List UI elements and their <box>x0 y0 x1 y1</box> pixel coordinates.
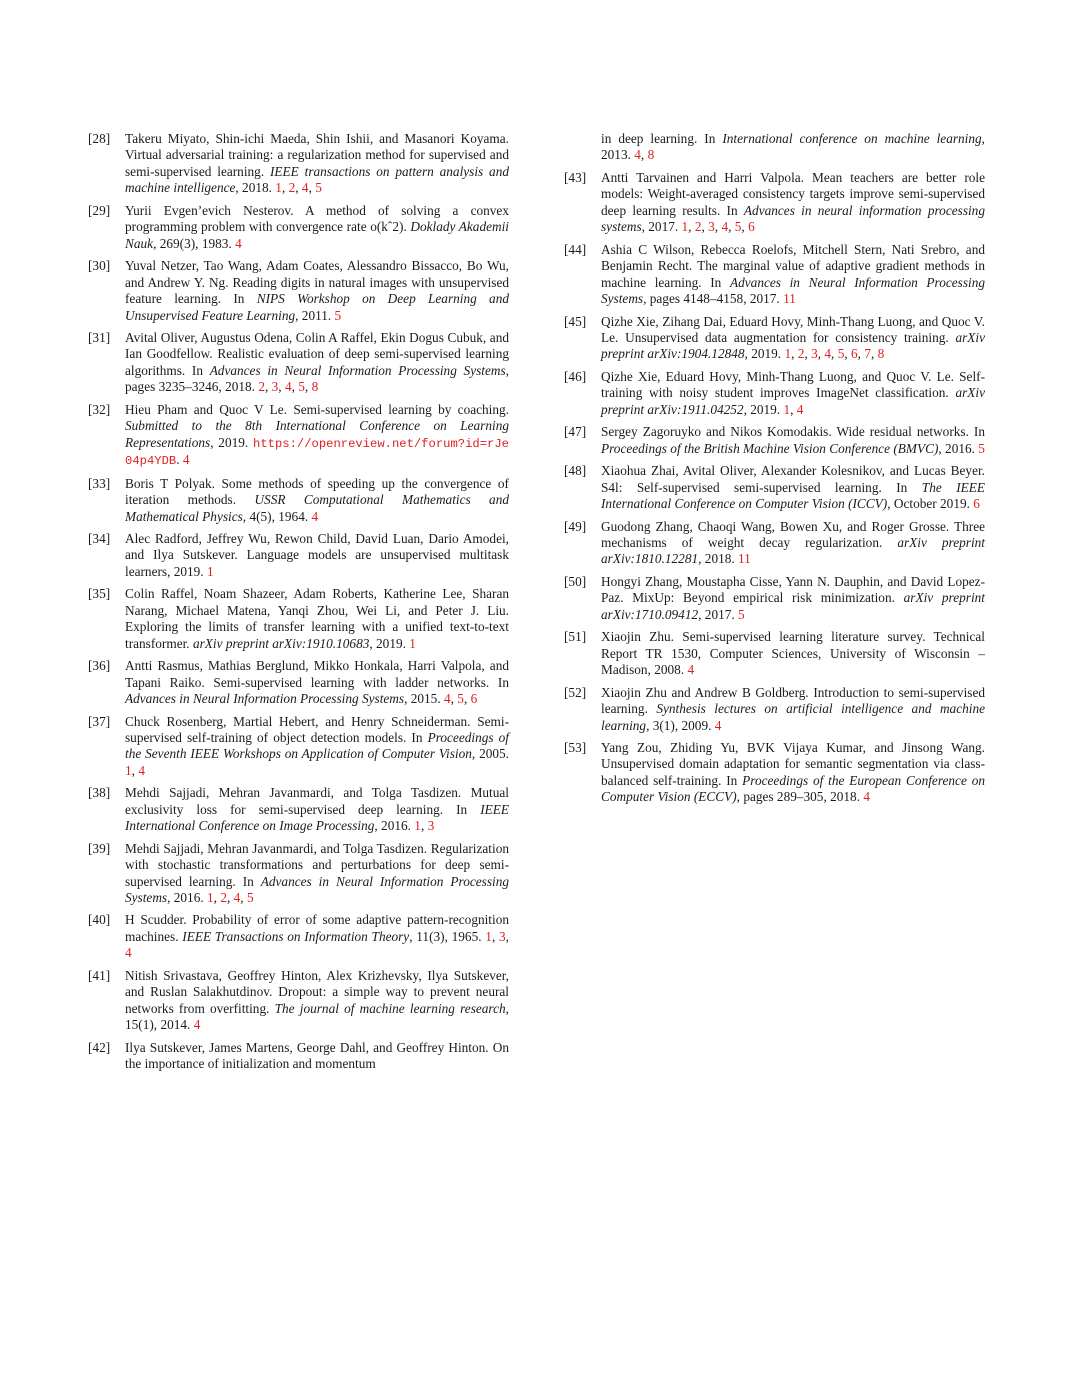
reference-item <box>564 369 985 418</box>
reference-text-segment: , pages 3235–3246, 2018. <box>125 362 509 395</box>
reference-text-segment: Hieu Pham and Quoc V Le. Semi-supervised learning by coaching. <box>125 401 509 417</box>
page-ref-link[interactable]: 11 <box>738 551 751 567</box>
page-ref-link[interactable]: 4 <box>235 235 242 251</box>
reference-text <box>601 574 985 622</box>
reference-text-segment: Guodong Zhang, Chaoqi Wang, Bowen Xu, and Roger Grosse. Three mechanisms of weight decay regularization. <box>601 518 985 550</box>
page-ref-link[interactable]: 3 <box>708 219 715 235</box>
reference-venue: IEEE Transactions on Information Theory <box>182 928 410 944</box>
reference-venue: arXiv preprint arXiv:1911.04252 <box>601 385 985 417</box>
page-ref-link[interactable]: 8 <box>647 147 655 163</box>
page-ref-link[interactable]: 4 <box>796 401 804 417</box>
reference-text-segment: , 4(5), 1964. <box>242 508 312 524</box>
reference-number: [29] <box>88 202 111 218</box>
page-ref-separator: , <box>831 346 838 362</box>
reference-number: [44] <box>564 241 587 257</box>
reference-text-segment: Takeru Miyato, Shin-ichi Maeda, Shin Ishii, and Masanori Koyama. Virtual adversarial training: a regularization method for supervised and semi-supervised learning. <box>125 131 509 179</box>
page-ref-link[interactable]: 1 <box>784 346 792 362</box>
reference-item <box>88 476 509 525</box>
page-ref-separator: , <box>741 219 749 235</box>
reference-item <box>564 424 985 457</box>
page-ref-link[interactable]: 1 <box>409 635 416 651</box>
reference-item <box>88 586 509 652</box>
page-ref-link[interactable]: 1 <box>207 890 214 906</box>
reference-text-segment: Alec Radford, Jeffrey Wu, Rewon Child, David Luan, Dario Amodei, and Ilya Sutskever. Language models are unsupervised multitask learners, 2019. <box>125 530 509 579</box>
page-ref-separator: , <box>450 691 458 707</box>
reference-text <box>601 685 985 733</box>
page-ref-separator: , <box>844 346 851 362</box>
page-ref-link[interactable]: 4 <box>634 147 641 163</box>
reference-text-segment: Antti Rasmus, Mathias Berglund, Mikko Honkala, Harri Valpola, and Tapani Raiko. Semi-supervised learning with ladder networks. In <box>125 658 509 690</box>
reference-text <box>125 912 509 960</box>
reference-text-segment: , 2011. <box>295 307 335 323</box>
reference-text-segment: , 11(3), 1965. <box>409 928 486 944</box>
page-ref-separator: , <box>791 346 798 362</box>
page-ref-separator: , <box>714 219 722 235</box>
page-ref-link[interactable]: 4 <box>721 219 729 235</box>
reference-text-segment: Antti Tarvainen and Harri Valpola. Mean teachers are better role models: Weight-averaged consistency targets improve semi-supervised deep learning results. In <box>601 169 985 218</box>
reference-item <box>564 314 985 363</box>
reference-text-segment: Qizhe Xie, Zihang Dai, Eduard Hovy, Minh-Thang Luong, and Quoc V. Le. Unsupervised data augmentation for consistency training. <box>601 313 985 345</box>
reference-venue: Advances in Neural Information Processing Systems <box>601 274 985 307</box>
reference-text <box>601 170 985 234</box>
page-ref-link[interactable]: 3 <box>811 346 818 362</box>
reference-text <box>125 402 509 467</box>
page-ref-link[interactable]: 8 <box>311 379 319 395</box>
page-ref-link[interactable]: 4 <box>714 717 722 733</box>
page-ref-link[interactable]: 2 <box>288 180 296 196</box>
reference-text <box>601 369 985 417</box>
references-column-right <box>564 131 985 1079</box>
reference-item <box>88 841 509 907</box>
reference-text-segment: . <box>176 452 183 468</box>
reference-venue: USSR Computational Mathematics and Mathematical Physics <box>125 492 509 524</box>
reference-text <box>601 740 985 804</box>
page-ref-separator: , <box>463 691 471 707</box>
reference-venue: arXiv preprint arXiv:1810.12281 <box>601 534 985 567</box>
reference-number: [30] <box>88 258 111 274</box>
page-ref-link[interactable]: 5 <box>734 219 742 235</box>
reference-number: [36] <box>88 658 111 674</box>
reference-text <box>125 330 509 394</box>
reference-number: [46] <box>564 368 587 384</box>
page-ref-link[interactable]: 4 <box>125 945 132 961</box>
reference-text-segment: Mehdi Sajjadi, Mehran Javanmardi, and Tolga Tasdizen. Regularization with stochastic transformations and perturbations for deep semi-supervised learning. In <box>125 840 509 889</box>
reference-number: [33] <box>88 475 111 491</box>
page-ref-link[interactable]: 4 <box>311 508 319 524</box>
reference-text-segment: , 3(1), 2009. <box>646 717 715 733</box>
reference-text <box>125 586 509 650</box>
page-ref-separator: , <box>304 379 312 395</box>
page-ref-link[interactable]: 4 <box>443 691 451 707</box>
reference-text-segment: , 2017. <box>641 219 682 235</box>
page-ref-separator: , <box>790 401 797 417</box>
page-ref-link[interactable]: 3 <box>427 818 435 834</box>
page-ref-separator: , <box>688 219 695 235</box>
page-ref-link[interactable]: 7 <box>864 346 871 362</box>
reference-venue: Advances in Neural Information Processing Systems <box>125 873 509 906</box>
reference-venue: Advances in Neural Information Processing Systems <box>125 691 405 707</box>
reference-venue: arXiv preprint arXiv:1710.09412 <box>601 590 985 622</box>
reference-text <box>601 314 985 362</box>
reference-text-segment: , 2019. <box>369 635 410 651</box>
page-ref-link[interactable]: 5 <box>738 606 745 622</box>
reference-number: [49] <box>564 518 587 534</box>
reference-text <box>125 658 509 706</box>
page-ref-link[interactable]: 4 <box>284 379 292 395</box>
page-ref-link[interactable]: 2 <box>220 890 227 906</box>
page-ref-link[interactable]: 6 <box>470 691 478 707</box>
reference-venue: Proceedings of the British Machine Vision Conference (BMVC) <box>601 440 939 456</box>
reference-venue: Doklady Akademii Nauk <box>125 219 509 251</box>
page-ref-separator: , <box>701 219 709 235</box>
page-ref-link[interactable]: 4 <box>301 180 309 196</box>
reference-item <box>88 258 509 324</box>
reference-number: [43] <box>564 169 587 185</box>
page-ref-separator: , <box>240 890 247 906</box>
reference-text-segment: Boris T Polyak. Some methods of speeding up the convergence of iteration methods. <box>125 475 509 508</box>
page-ref-link[interactable]: 1 <box>125 762 132 778</box>
reference-venue: Proceedings of the European Conference on Computer Vision (ECCV) <box>601 772 985 805</box>
page-ref-separator: , <box>420 818 428 834</box>
page-ref-separator: , <box>505 928 509 944</box>
reference-text-segment: , 2015. <box>404 691 444 707</box>
reference-item <box>88 131 509 197</box>
reference-number: [28] <box>88 131 111 146</box>
page-ref-link[interactable]: 4 <box>824 346 832 362</box>
reference-text-segment: , 15(1), 2014. <box>125 1000 509 1033</box>
reference-text <box>601 519 985 567</box>
page-ref-link[interactable]: 2 <box>258 379 265 395</box>
reference-text-segment: Sergey Zagoruyko and Nikos Komodakis. Wide residual networks. In <box>601 424 985 440</box>
reference-number: [40] <box>88 912 111 928</box>
reference-text-segment: , pages 4148–4158, 2017. <box>643 291 784 307</box>
page-ref-separator: , <box>281 180 289 196</box>
reference-item <box>88 330 509 396</box>
reference-text-segment: Yang Zou, Zhiding Yu, BVK Vijaya Kumar, and Jinsong Wang. Unsupervised domain adaptation for semantic segmentation via class-balanced self-training. In <box>601 739 985 788</box>
reference-item <box>564 170 985 236</box>
reference-venue: Advances in Neural Information Processing Systems <box>209 362 506 378</box>
reference-text <box>125 476 509 524</box>
reference-text-segment: , 269(3), 1983. <box>153 235 236 251</box>
reference-text-segment: , 2005. <box>471 746 509 762</box>
reference-item <box>88 1040 509 1073</box>
reference-number: [51] <box>564 629 587 645</box>
reference-venue: Submitted to the 8th International Conference on Learning Representations <box>125 418 509 450</box>
reference-venue: IEEE transactions on pattern analysis and machine intelligence <box>125 163 510 196</box>
reference-text-segment: Avital Oliver, Augustus Odena, Colin A Raffel, Ekin Dogus Cubuk, and Ian Goodfellow. Realistic evaluation of deep semi-supervised learning algorithms. In <box>125 329 509 378</box>
references-section <box>88 131 985 1079</box>
page-ref-separator: , <box>804 346 812 362</box>
page-ref-link[interactable]: 11 <box>783 291 796 307</box>
reference-venue: Synthesis lectures on artificial intelligence and machine learning <box>601 701 985 733</box>
page-ref-link[interactable]: 6 <box>973 496 980 512</box>
reference-venue: arXiv preprint arXiv:1904.12848 <box>601 329 985 362</box>
reference-text <box>601 629 985 677</box>
reference-item <box>88 203 509 252</box>
page-ref-link[interactable]: 1 <box>783 401 791 417</box>
reference-venue: Advances in neural information processing systems <box>601 202 985 235</box>
reference-text-segment: Xiaohua Zhai, Avital Oliver, Alexander Kolesnikov, and Lucas Beyer. S4l: Self-supervised semi-supervised learning. In <box>601 463 985 495</box>
reference-text-segment: Yurii Evgen’evich Nesterov. A method of solving a convex programming problem with convergence rate o(kˆ2). <box>125 202 509 235</box>
page-ref-link[interactable]: 1 <box>485 928 492 944</box>
reference-item <box>564 629 985 678</box>
reference-text <box>125 531 509 579</box>
reference-text-segment: , 2018. <box>698 551 739 567</box>
page-ref-link[interactable]: 4 <box>138 762 145 778</box>
reference-text-segment: in deep learning. In <box>601 131 723 146</box>
reference-text-segment: Colin Raffel, Noam Shazeer, Adam Roberts, Katherine Lee, Sharan Narang, Michael Matena, Yanqi Zhou, Wei Li, and Peter J. Liu. Exploring the limits of transfer learning with a unified text-to-text transformer. <box>125 586 509 651</box>
reference-item <box>564 740 985 806</box>
page-ref-link[interactable]: 4 <box>193 1017 201 1033</box>
page-ref-separator: , <box>295 180 302 196</box>
reference-text-segment: , 2018. <box>235 180 276 196</box>
page-ref-separator: , <box>817 346 825 362</box>
reference-number: [53] <box>564 739 587 755</box>
page-ref-link[interactable]: 1 <box>414 818 421 834</box>
references-column-left <box>88 131 509 1079</box>
reference-number: [35] <box>88 586 111 602</box>
page-ref-link[interactable]: 4 <box>687 662 695 678</box>
reference-item <box>88 714 509 780</box>
page-ref-link[interactable]: 3 <box>271 379 279 395</box>
reference-text-segment: Yuval Netzer, Tao Wang, Adam Coates, Alessandro Bissacco, Bo Wu, and Andrew Y. Ng. Reading digits in natural images with unsupervised feature learning. In <box>125 258 509 307</box>
page-ref-link[interactable]: 8 <box>877 346 885 362</box>
reference-number: [32] <box>88 401 111 417</box>
reference-text-segment: , 2019. <box>210 434 254 450</box>
reference-text-segment: Chuck Rosenberg, Martial Hebert, and Henry Schneiderman. Semi-supervised self-training of object detection models. In <box>125 713 509 745</box>
reference-venue: Proceedings of the Seventh IEEE Workshops on Application of Computer Vision <box>125 729 509 762</box>
reference-number: [52] <box>564 684 587 700</box>
page-ref-link[interactable]: 4 <box>182 452 190 468</box>
reference-text-segment: Qizhe Xie, Eduard Hovy, Minh-Thang Luong, and Quoc V. Le. Self-training with noisy student improves ImageNet classification. <box>601 368 985 401</box>
page-ref-link[interactable]: 5 <box>334 307 342 323</box>
reference-text-segment: Ilya Sutskever, James Martens, George Dahl, and Geoffrey Hinton. On the importance of initialization and momentum <box>125 1039 509 1072</box>
reference-text-segment: , 2016. <box>938 440 979 456</box>
page-ref-link[interactable]: 4 <box>863 789 871 805</box>
reference-text <box>125 785 509 833</box>
reference-venue: arXiv preprint arXiv:1910.10683 <box>192 635 370 651</box>
page-ref-separator: , <box>131 762 139 778</box>
reference-text <box>125 131 509 195</box>
reference-text-segment: Ashia C Wilson, Rebecca Roelofs, Mitchell Stern, Nati Srebro, and Benjamin Recht. The marginal value of adaptive gradient methods in machine learning. In <box>601 241 985 290</box>
reference-item <box>88 531 509 580</box>
page-ref-link[interactable]: 6 <box>851 346 858 362</box>
reference-number: [37] <box>88 713 111 729</box>
reference-number: [38] <box>88 785 111 801</box>
page-ref-separator: , <box>226 890 234 906</box>
page-ref-link[interactable]: 2 <box>797 346 805 362</box>
reference-venue: International conference on machine learning <box>722 131 982 146</box>
reference-item <box>88 658 509 707</box>
reference-venue: The IEEE International Conference on Computer Vision (ICCV) <box>601 479 985 512</box>
page-ref-link[interactable]: 5 <box>978 440 985 456</box>
page-ref-separator: , <box>291 379 299 395</box>
page-ref-separator: , <box>308 180 316 196</box>
reference-item <box>564 463 985 512</box>
page-ref-link[interactable]: 1 <box>275 180 282 196</box>
reference-number: [48] <box>564 463 587 479</box>
page-ref-separator: , <box>278 379 285 395</box>
reference-item <box>564 519 985 568</box>
reference-text <box>125 714 509 778</box>
page-ref-link[interactable]: 5 <box>246 890 254 906</box>
reference-number: [34] <box>88 530 111 546</box>
page-ref-link[interactable]: 1 <box>206 563 214 579</box>
reference-number: [42] <box>88 1039 111 1055</box>
reference-item <box>564 574 985 623</box>
reference-text-segment: , 2017. <box>698 606 739 622</box>
reference-text-segment: , 2016. <box>167 890 207 906</box>
reference-number: [47] <box>564 424 587 440</box>
reference-text-segment: , 2013. <box>601 131 985 163</box>
page-ref-separator: , <box>264 379 272 395</box>
page-ref-separator: , <box>491 928 500 944</box>
reference-text <box>601 463 985 511</box>
reference-text <box>601 242 985 306</box>
reference-text-segment: , 2019. <box>744 346 785 362</box>
page-ref-link[interactable]: 5 <box>837 346 845 362</box>
reference-item <box>564 685 985 734</box>
reference-number: [45] <box>564 313 587 329</box>
reference-text <box>125 1040 509 1071</box>
reference-text-segment: , pages 289–305, 2018. <box>736 789 864 805</box>
reference-text-segment: Mehdi Sajjadi, Mehran Javanmardi, and Tolga Tasdizen. Mutual exclusivity loss for semi-supervised deep learning. In <box>125 785 509 817</box>
page-ref-link[interactable]: 5 <box>457 691 464 707</box>
reference-text-segment: Xiaojin Zhu and Andrew B Goldberg. Introduction to semi-supervised learning. <box>601 684 985 717</box>
reference-item <box>88 968 509 1034</box>
reference-venue: The journal of machine learning research <box>274 1000 506 1016</box>
page-ref-link[interactable]: 2 <box>694 219 702 235</box>
page-ref-separator: , <box>728 219 735 235</box>
reference-text <box>125 258 509 322</box>
reference-text <box>601 131 985 162</box>
reference-text-segment: H Scudder. Probability of error of some adaptive pattern-recognition machines. <box>125 912 509 944</box>
reference-text <box>601 424 985 455</box>
reference-number: [41] <box>88 967 111 983</box>
reference-venue: IEEE International Conference on Image Processing <box>125 801 509 834</box>
page-ref-link[interactable]: 3 <box>499 928 506 944</box>
reference-venue: NIPS Workshop on Deep Learning and Unsupervised Feature Learning <box>125 291 509 323</box>
reference-text-segment: , 2019. <box>743 401 784 417</box>
reference-item <box>88 785 509 834</box>
reference-number: [39] <box>88 840 111 856</box>
reference-text-segment: , 2016. <box>374 818 415 834</box>
page-ref-link[interactable]: 5 <box>298 379 305 395</box>
reference-item <box>564 242 985 308</box>
reference-item <box>88 402 509 470</box>
reference-text <box>125 968 509 1032</box>
reference-number: [31] <box>88 329 111 345</box>
reference-text-segment: , October 2019. <box>887 496 974 512</box>
reference-item <box>88 912 509 961</box>
reference-text-segment: Xiaojin Zhu. Semi-supervised learning literature survey. Technical Report TR 1530, Computer Sciences, University of Wisconsin – Madison, 2008. <box>601 629 985 678</box>
reference-text-segment: Hongyi Zhang, Moustapha Cisse, Yann N. Dauphin, and David Lopez-Paz. MixUp: Beyond empirical risk minimization. <box>601 573 985 606</box>
page-ref-separator: , <box>870 346 878 362</box>
page-ref-link[interactable]: 5 <box>315 180 322 196</box>
page-ref-link[interactable]: 1 <box>681 219 689 235</box>
page-ref-link[interactable]: 4 <box>233 890 241 906</box>
reference-text <box>125 203 509 251</box>
page-ref-separator: , <box>640 147 648 163</box>
reference-url-link[interactable]: https://openreview.net/forum?id=rJe04p4YDB <box>125 436 509 469</box>
reference-text-segment: Nitish Srivastava, Geoffrey Hinton, Alex Krizhevsky, Ilya Sutskever, and Ruslan Salakhutdinov. Dropout: a simple way to prevent neural networks from overfitting. <box>125 967 509 1016</box>
reference-number: [50] <box>564 573 587 589</box>
reference-continuation <box>564 131 985 164</box>
page-ref-separator: , <box>857 346 865 362</box>
page-ref-separator: , <box>213 890 221 906</box>
page-ref-link[interactable]: 6 <box>748 219 755 235</box>
reference-text <box>125 841 509 905</box>
